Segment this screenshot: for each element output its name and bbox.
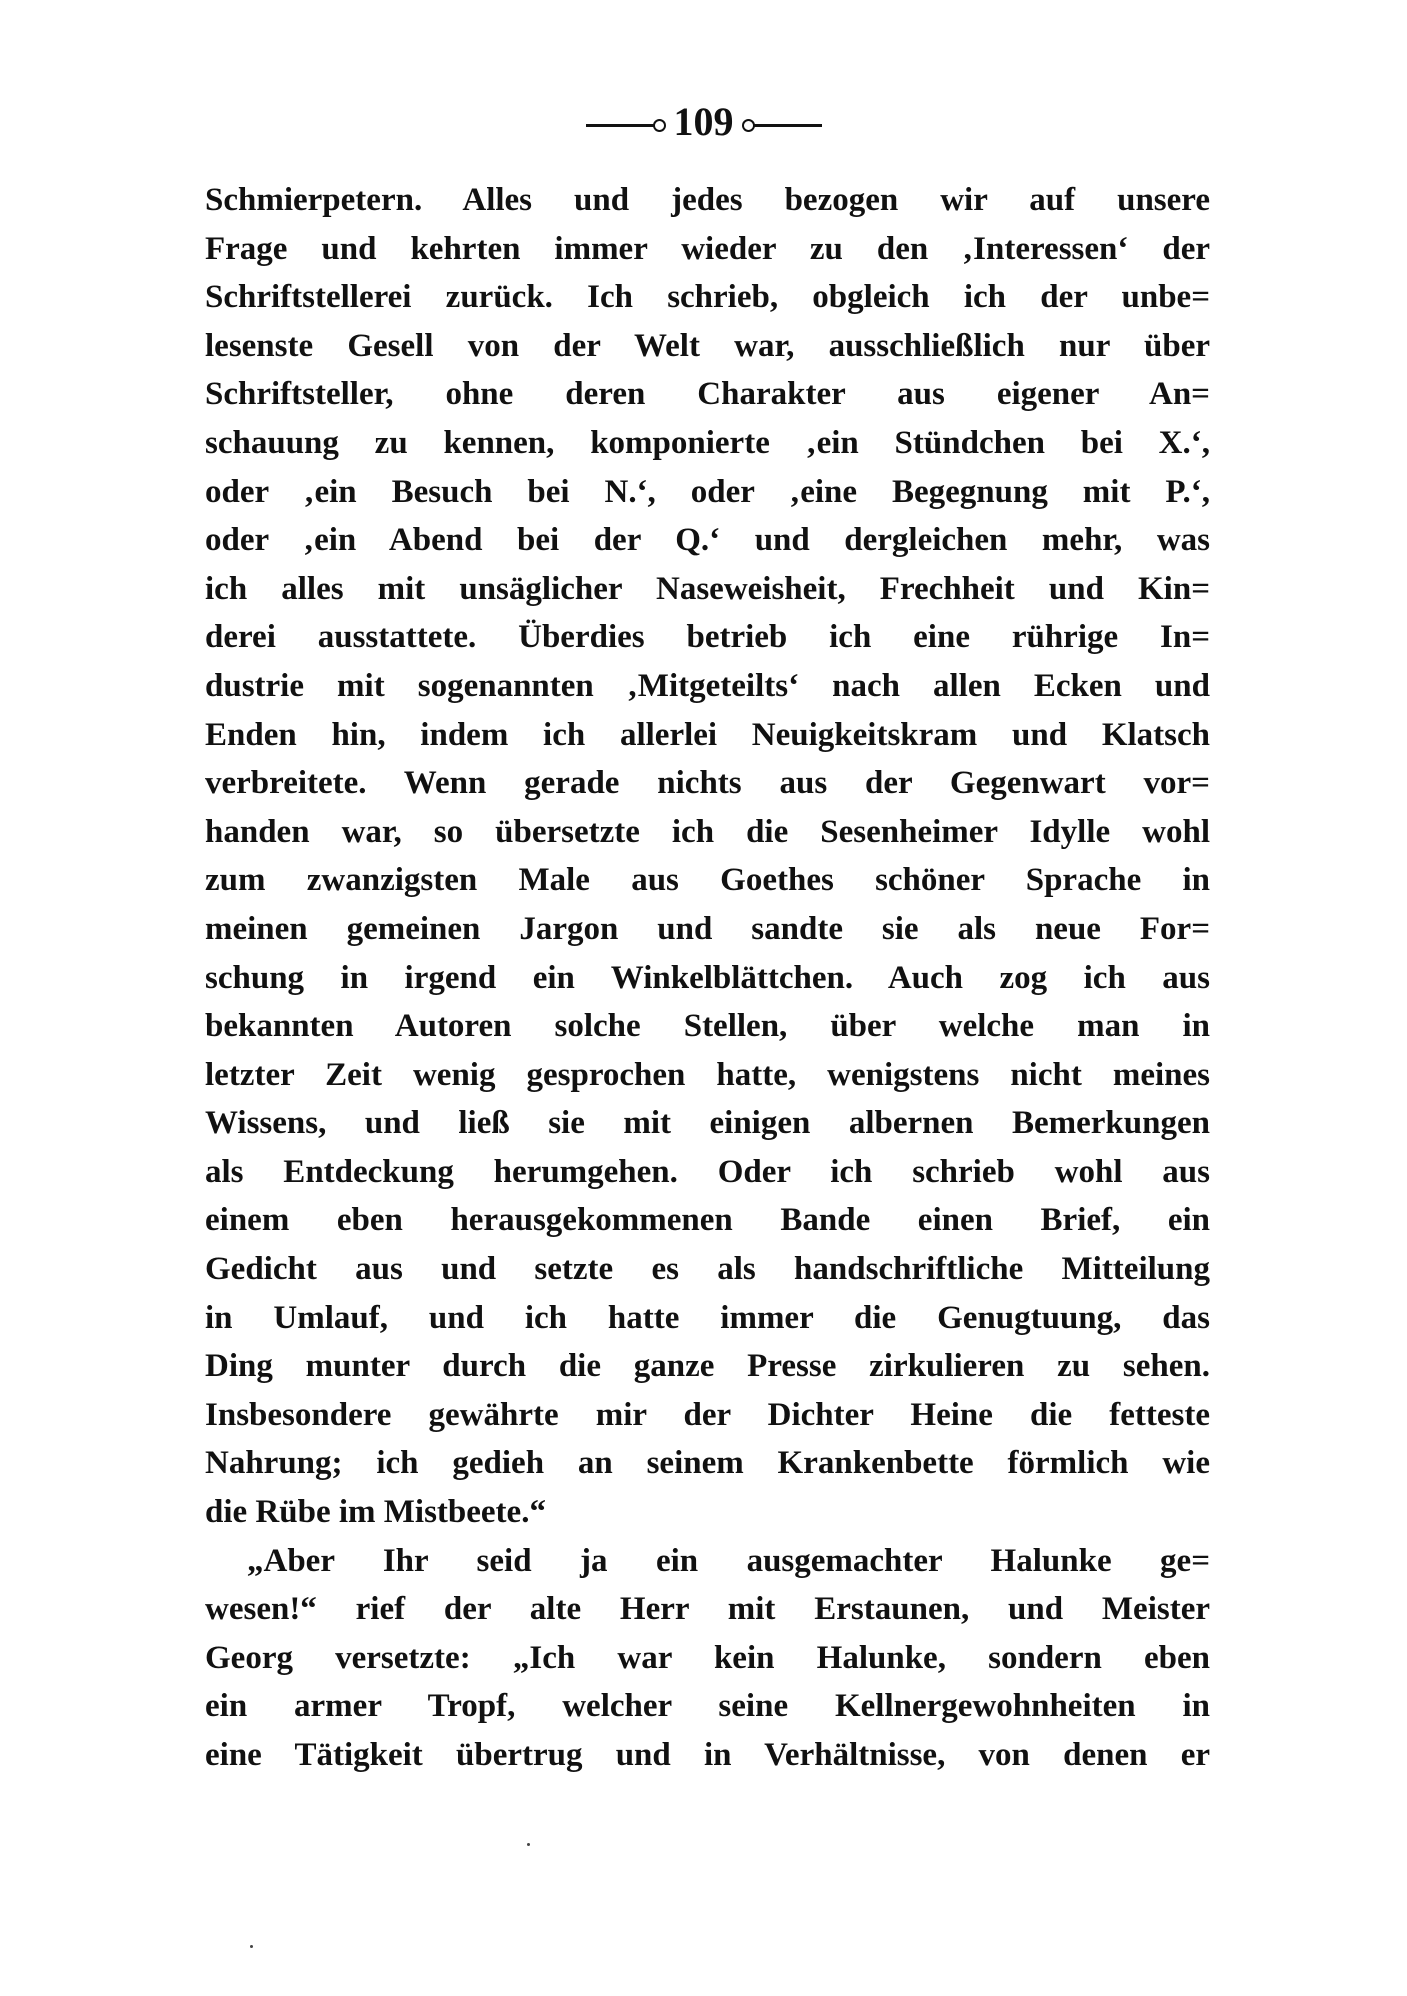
scan-speck xyxy=(250,1945,253,1948)
scan-speck xyxy=(527,1843,530,1846)
text-line: in Umlauf, und ich hatte immer die Genugtuung, das xyxy=(205,1299,1210,1336)
text-line: dustrie mit sogenannten ‚Mitgeteilts‘ nach allen Ecken und xyxy=(205,667,1210,704)
text-line: ich alles mit unsäglicher Naseweisheit, Frechheit und Kin= xyxy=(205,570,1210,607)
text-line: letzter Zeit wenig gesprochen hatte, wenigstens nicht meines xyxy=(205,1056,1210,1093)
text-line: Nahrung; ich gedieh an seinem Krankenbette förmlich wie xyxy=(205,1445,1210,1482)
text-line: eine Tätigkeit übertrug und in Verhältnisse, von denen er xyxy=(205,1737,1210,1773)
text-line: Wissens, und ließ sie mit einigen albernen Bemerkungen xyxy=(205,1105,1210,1142)
text-line: zum zwanzigsten Male aus Goethes schöner Sprache in xyxy=(205,862,1210,899)
body-text xyxy=(205,176,1210,1780)
text-line: verbreitete. Wenn gerade nichts aus der Gegenwart vor= xyxy=(205,765,1210,802)
ornament-right xyxy=(752,124,822,127)
text-line: Frage und kehrten immer wieder zu den ‚Interessen‘ der xyxy=(205,230,1210,267)
text-line: Schmierpetern. Alles und jedes bezogen wir auf unsere xyxy=(205,182,1210,218)
text-line: Ding munter durch die ganze Presse zirkulieren zu sehen. xyxy=(205,1348,1210,1385)
text-line: einem eben herausgekommenen Bande einen Brief, ein xyxy=(205,1202,1210,1239)
page-number: 109 xyxy=(673,99,734,144)
text-line: Schriftstellerei zurück. Ich schrieb, obgleich ich der unbe= xyxy=(205,279,1210,316)
text-line: bekannten Autoren solche Stellen, über welche man in xyxy=(205,1008,1210,1045)
text-line: Enden hin, indem ich allerlei Neuigkeitskram und Klatsch xyxy=(205,716,1210,753)
text-line: lesenste Gesell von der Welt war, ausschließlich nur über xyxy=(205,327,1210,364)
text-line: meinen gemeinen Jargon und sandte sie als neue For= xyxy=(205,910,1210,947)
text-line: wesen!“ rief der alte Herr mit Erstaunen, und Meister xyxy=(205,1591,1210,1628)
text-line: schung in irgend ein Winkelblättchen. Auch zog ich aus xyxy=(205,959,1210,996)
text-line: handen war, so übersetzte ich die Sesenheimer Idylle wohl xyxy=(205,813,1210,850)
text-line: Georg versetzte: „Ich war kein Halunke, sondern eben xyxy=(205,1639,1210,1676)
text-line: oder ‚ein Besuch bei N.‘, oder ‚eine Begegnung mit P.‘, xyxy=(205,473,1210,510)
text-line: als Entdeckung herumgehen. Oder ich schrieb wohl aus xyxy=(205,1153,1210,1190)
text-line: Gedicht aus und setzte es als handschriftliche Mitteilung xyxy=(205,1251,1210,1288)
text-line: oder ‚ein Abend bei der Q.‘ und dergleichen mehr, was xyxy=(205,522,1210,559)
text-line: „Aber Ihr seid ja ein ausgemachter Halunke ge= xyxy=(247,1542,1210,1579)
text-line: Insbesondere gewährte mir der Dichter Heine die fetteste xyxy=(205,1396,1210,1433)
page-header xyxy=(0,98,1407,146)
text-line: Schriftsteller, ohne deren Charakter aus eigener An= xyxy=(205,376,1210,413)
text-line: die Rübe im Mistbeete.“ xyxy=(205,1494,546,1531)
text-line: schauung zu kennen, komponierte ‚ein Stündchen bei X.‘, xyxy=(205,424,1210,461)
text-line: ein armer Tropf, welcher seine Kellnergewohnheiten in xyxy=(205,1688,1210,1725)
ornament-left xyxy=(586,124,656,127)
text-line: derei ausstattete. Überdies betrieb ich eine rührige In= xyxy=(205,619,1210,656)
